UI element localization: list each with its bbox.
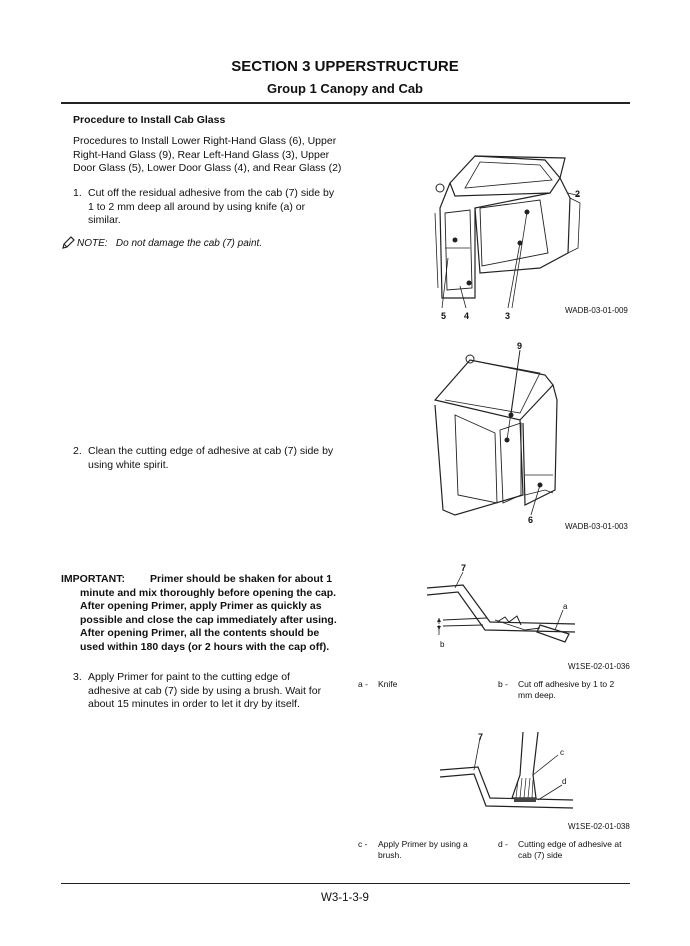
section-title: SECTION 3 UPPERSTRUCTURE xyxy=(231,58,459,75)
caption-key: c - xyxy=(358,839,368,849)
callout-5: 5 xyxy=(441,311,447,321)
figure-code: WADB-03-01-009 xyxy=(565,306,628,315)
step-number: 3. xyxy=(73,671,82,683)
step-2 xyxy=(73,445,343,475)
caption-text: Cut off adhesive by 1 to 2 mm deep. xyxy=(518,679,615,700)
important-text: Primer should be shaken for about 1 minute and mix thoroughly before opening the cap. After opening Primer, apply Primer as quickly as possible and close the cap immediately after using. After opening Primer, all the contents should be used within 180 days (or 2 hours with the cap off). xyxy=(80,573,337,653)
important-label: IMPORTANT: xyxy=(61,573,125,585)
header-rule xyxy=(61,102,630,104)
procedure-heading: Procedure to Install Cab Glass xyxy=(73,114,226,126)
caption-key: a - xyxy=(358,679,368,689)
step-text: Apply Primer for paint to the cutting edge of adhesive at cab (7) side by using a brush. Wait for about 15 minutes in order to let it dry by itself. xyxy=(88,671,322,710)
figure-code: WADB-03-01-003 xyxy=(565,522,628,531)
caption-d xyxy=(498,839,633,863)
caption-c xyxy=(358,839,498,863)
pencil-note-icon xyxy=(61,236,75,253)
note-text: Do not damage the cab (7) paint. xyxy=(115,238,263,249)
footer-rule xyxy=(61,883,630,884)
procedure-intro: Procedures to Install Lower Right-Hand Glass (6), Upper Right-Hand Glass (9), Rear Left-Hand Glass (3), Upper Door Glass (5), Lower Door Glass (4), and Rear Glass (2) xyxy=(73,135,342,174)
callout-2: 2 xyxy=(575,189,581,199)
caption-text: Apply Primer by using a brush. xyxy=(378,839,468,860)
caption-a xyxy=(358,679,498,703)
step-1 xyxy=(73,187,343,232)
callout-3: 3 xyxy=(505,311,511,321)
callout-d: d xyxy=(562,777,567,786)
primer-brush-diagram xyxy=(438,730,578,815)
caption-key: b - xyxy=(498,679,508,689)
step-number: 2. xyxy=(73,445,82,457)
knife-cut-adhesive-diagram xyxy=(425,570,585,655)
caption-text: Cutting edge of adhesive at cab (7) side xyxy=(518,839,622,860)
cab-side-glass-illustration xyxy=(425,345,595,525)
callout-7: 7 xyxy=(461,563,467,573)
callout-c: c xyxy=(560,748,564,757)
caption-text: Knife xyxy=(378,679,398,689)
step-text: Clean the cutting edge of adhesive at cab (7) side by using white spirit. xyxy=(88,445,334,471)
step-number: 1. xyxy=(73,187,82,199)
caption-key: d - xyxy=(498,839,508,849)
page-number: W3-1-3-9 xyxy=(321,892,369,904)
callout-b: b xyxy=(440,640,445,649)
callout-a: a xyxy=(563,602,568,611)
figure-code: W1SE-02-01-036 xyxy=(568,662,630,671)
callout-6: 6 xyxy=(528,515,534,525)
callout-9: 9 xyxy=(517,341,523,351)
step-3 xyxy=(73,671,343,716)
caption-b xyxy=(498,679,633,703)
callout-7: 7 xyxy=(478,732,484,742)
callout-4: 4 xyxy=(464,311,470,321)
cab-rear-glass-illustration xyxy=(420,148,620,318)
figure-code: W1SE-02-01-038 xyxy=(568,822,630,831)
step-text: Cut off the residual adhesive from the cab (7) side by 1 to 2 mm deep all around by using knife (a) or similar. xyxy=(88,187,335,226)
note-label: NOTE: xyxy=(77,238,108,249)
group-title: Group 1 Canopy and Cab xyxy=(266,81,423,96)
note xyxy=(61,238,262,249)
